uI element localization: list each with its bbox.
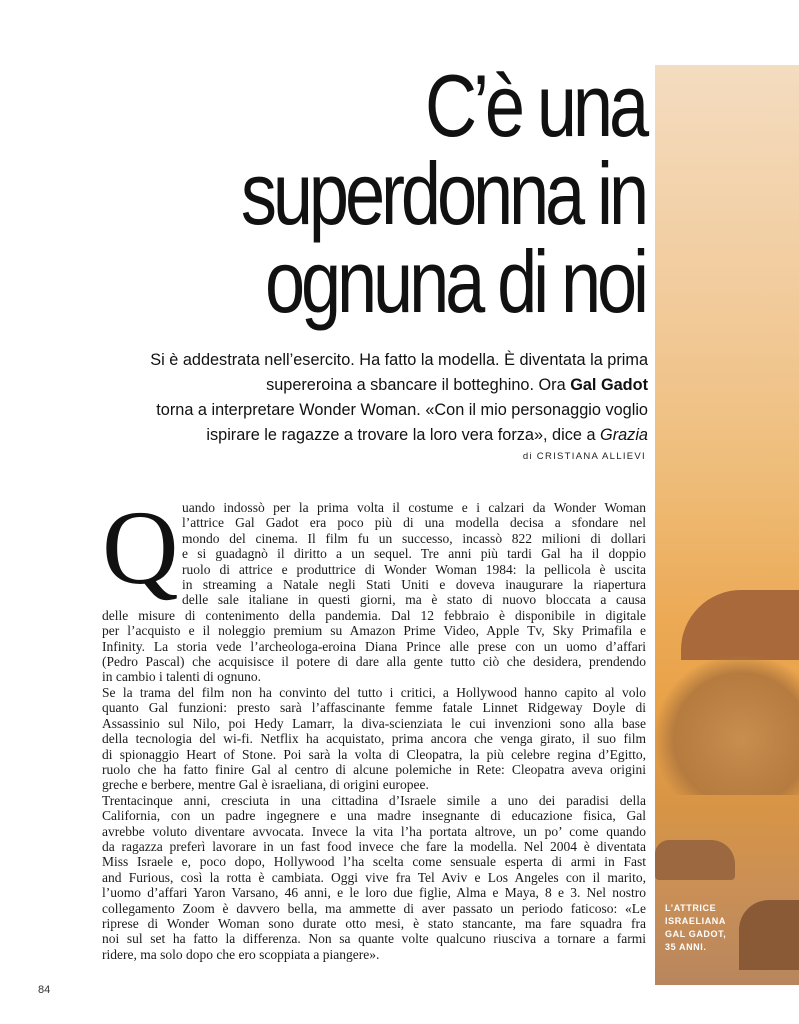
caption-line: GAL GADOT, bbox=[665, 929, 727, 939]
text-line: quanto Gal funzioni: presto sarà l’affascinante femme fatale Linnet Ridgeway Doyle di bbox=[102, 700, 646, 716]
text-line: per l’acquisto e il noleggio premium su Amazon Prime Video, Apple Tv, Sky Primafila e bbox=[102, 623, 646, 639]
standfirst-line-1: Si è addestrata nell’esercito. Ha fatto la modella. È diventata la prima bbox=[150, 351, 648, 369]
drop-cap: Q bbox=[102, 489, 179, 606]
caption-line: 35 ANNI. bbox=[665, 942, 707, 952]
text-line: delle misure di contenimento della pandemia. Dal 12 febbraio è disponibile in digitale bbox=[102, 607, 646, 623]
text-line: l’uomo d’affari Yaron Varsano, 46 anni, e le loro due figlie, Alma e Maya, 8 e 3. Nel nostro bbox=[102, 885, 646, 901]
text-line: riprese di Wonder Woman sono durate otto mesi, è stato stancante, ma fare squadra fra bbox=[102, 915, 646, 931]
text-line: collegamento Zoom è davvero bella, ma ammette di aver passato un periodo faticoso: «Le bbox=[102, 900, 646, 916]
caption-line: L’ATTRICE bbox=[665, 903, 717, 913]
text-line: in streaming a Natale negli Stati Uniti e doveva inaugurare la riapertura bbox=[182, 577, 646, 593]
standfirst bbox=[40, 348, 648, 448]
text-line: California, con un padre ingegnere e una madre insegnante di educazione fisica, Gal bbox=[102, 808, 646, 824]
paragraph-1 bbox=[102, 500, 646, 685]
text-line: Miss Israele e, poco dopo, Hollywood l’ha scelta come sensuale esperta di armi in Fast bbox=[102, 854, 646, 870]
text-line: noi sul set ha fatto la differenza. Non sa quante volte qualcuno riusciva a tornare a farmi bbox=[102, 931, 646, 947]
rock-shape bbox=[681, 590, 799, 660]
standfirst-name: Gal Gadot bbox=[570, 376, 648, 394]
text-line: da ragazza preferì lavorare in un fast food invece che fare la modella. Nel 2004 è diventata bbox=[102, 838, 646, 854]
text-line: ruolo che ha fatto finire Gal al centro di alcune polemiche in Rete: Cleopatra aveva origini bbox=[102, 761, 646, 777]
rock-shape bbox=[655, 840, 735, 880]
text-line: delle sale italiane in questi giorni, ma è stato di nuovo bloccata a causa bbox=[182, 592, 646, 608]
headline-line-3: ognuna di noi bbox=[264, 232, 645, 331]
text-line: Trentacinque anni, cresciuta in una cittadina d’Israele simile a uno dei paradisi della bbox=[102, 792, 646, 808]
page-number: 84 bbox=[38, 984, 51, 996]
text-line: di spionaggio Heart of Stone. Poi sarà la volta di Cleopatra, la più celebre regina d’Egitto, bbox=[102, 746, 646, 762]
text-line: uando indossò per la prima volta il costume e i calzari da Wonder Woman bbox=[182, 500, 646, 515]
standfirst-line-3: torna a interpretare Wonder Woman. «Con il mio personaggio voglio bbox=[156, 401, 648, 419]
headline bbox=[215, 56, 646, 331]
text-line: Assassinio sul Nilo, poi Hedy Lamarr, la diva-scienziata le cui invenzioni sono alla base bbox=[102, 715, 646, 731]
text-line: (Pedro Pascal) che acquisisce il potere di dare alla gente tutto ciò che desidera, prendendo bbox=[102, 654, 646, 670]
text-line: e si guadagnò il diritto a un sequel. Tre anni più tardi Gal ha il doppio bbox=[182, 546, 646, 562]
text-line: Infinity. La storia vede l’archeologa-eroina Diana Prince alle prese con un uomo d’affari bbox=[102, 638, 646, 654]
photo-caption bbox=[665, 902, 755, 954]
standfirst-line-4: ispirare le ragazze a trovare la loro vera forza», dice a Grazia bbox=[206, 426, 648, 444]
standfirst-line-2: supereroina a sbancare il botteghino. Ora Gal Gadot bbox=[266, 376, 648, 394]
byline: di CRISTIANA ALLIEVI bbox=[522, 451, 646, 462]
paragraph-3 bbox=[102, 793, 646, 962]
text-line: della tecnologia del wi-fi. Netflix ha acquistato, prima ancora che venga girato, il suo film bbox=[102, 731, 646, 747]
text-line: Se la trama del film non ha convinto del tutto i critici, a Hollywood hanno capito al volo bbox=[102, 684, 646, 700]
grass-shape bbox=[655, 655, 799, 795]
text-line: ruolo di attrice e produttrice di Wonder Woman 1984: la pellicola è uscita bbox=[182, 561, 646, 577]
text-line: avrebbe voluto diventare avvocata. Invece la vita l’ha portata altrove, un po’ come quando bbox=[102, 823, 646, 839]
standfirst-magazine: Grazia bbox=[600, 426, 648, 444]
article-body bbox=[102, 500, 646, 962]
desert-photo bbox=[655, 65, 799, 985]
caption-line: ISRAELIANA bbox=[665, 916, 727, 926]
text-line: in cambio i talenti di ognuno. bbox=[102, 669, 261, 685]
paragraph-2 bbox=[102, 685, 646, 793]
text-line: ridere, ma solo dopo che ero scoppiata a piangere». bbox=[102, 946, 380, 962]
text-line: and Furious, così la rotta è cambiata. Oggi vive fra Tel Aviv e Los Angeles con il marito, bbox=[102, 869, 646, 885]
headline-line-2: superdonna in bbox=[240, 144, 645, 243]
text-line: mondo del cinema. Il film fu un successo, incassò 822 milioni di dollari bbox=[182, 530, 646, 546]
headline-line-1: C’è una bbox=[424, 56, 645, 155]
text-line: greche e berbere, mentre Gal è israeliana, di origini europee. bbox=[102, 777, 429, 793]
text-line: l’attrice Gal Gadot era poco più di una modella decisa a sfondare nel bbox=[182, 515, 646, 531]
